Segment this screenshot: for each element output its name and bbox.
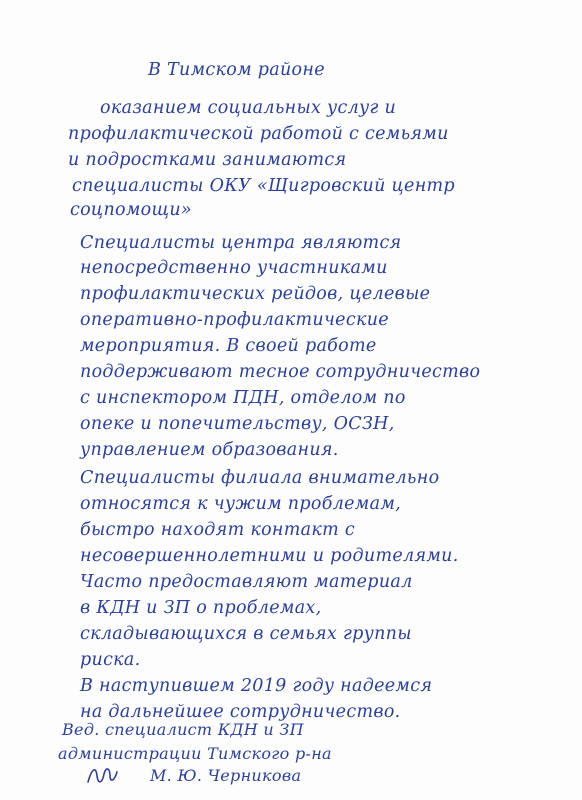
letter-line: поддерживают тесное сотрудничество: [80, 362, 481, 382]
signoff-organization: администрации Тимского р-на: [58, 744, 332, 763]
signoff-name: М. Ю. Черникова: [150, 766, 302, 785]
letter-line: Специалисты центра являются: [80, 233, 402, 253]
letter-line: оперативно-профилактические: [80, 310, 389, 330]
letter-line: непосредственно участниками: [80, 258, 388, 278]
letter-line: несовершеннолетними и родителями.: [80, 546, 459, 566]
letter-line: управлением образования.: [80, 440, 339, 460]
letter-line: на дальнейшее сотрудничество.: [80, 702, 401, 722]
letter-line: риска.: [80, 650, 141, 670]
letter-line: специалисты ОКУ «Щигровский центр: [72, 176, 455, 196]
letter-line: профилактической работой с семьями: [68, 124, 449, 144]
letter-line: складывающихся в семьях группы: [80, 624, 412, 644]
letter-line: опеке и попечительству, ОСЗН,: [80, 414, 395, 434]
signoff-position: Вед. специалист КДН и ЗП: [62, 720, 304, 739]
handwritten-signature-icon: [84, 762, 120, 790]
letter-line: мероприятия. В своей работе: [80, 336, 377, 356]
letter-line: В наступившем 2019 году надеемся: [80, 676, 433, 696]
letter-line: с инспектором ПДН, отделом по: [80, 388, 406, 408]
letter-line: быстро находят контакт с: [80, 520, 355, 540]
letter-line: профилактических рейдов, целевые: [80, 284, 431, 304]
letter-line: и подростками занимаются: [68, 150, 347, 170]
letter-line: Специалисты филиала внимательно: [80, 468, 440, 488]
letter-line: в КДН и ЗП о проблемах,: [80, 598, 322, 618]
letter-line: Часто предоставляют материал: [80, 572, 413, 592]
letter-line: относятся к чужим проблемам,: [80, 494, 402, 514]
letter-heading: В Тимском районе: [148, 60, 325, 80]
letter-line: соцпомощи»: [70, 200, 192, 220]
letter-line: оказанием социальных услуг и: [100, 98, 397, 118]
